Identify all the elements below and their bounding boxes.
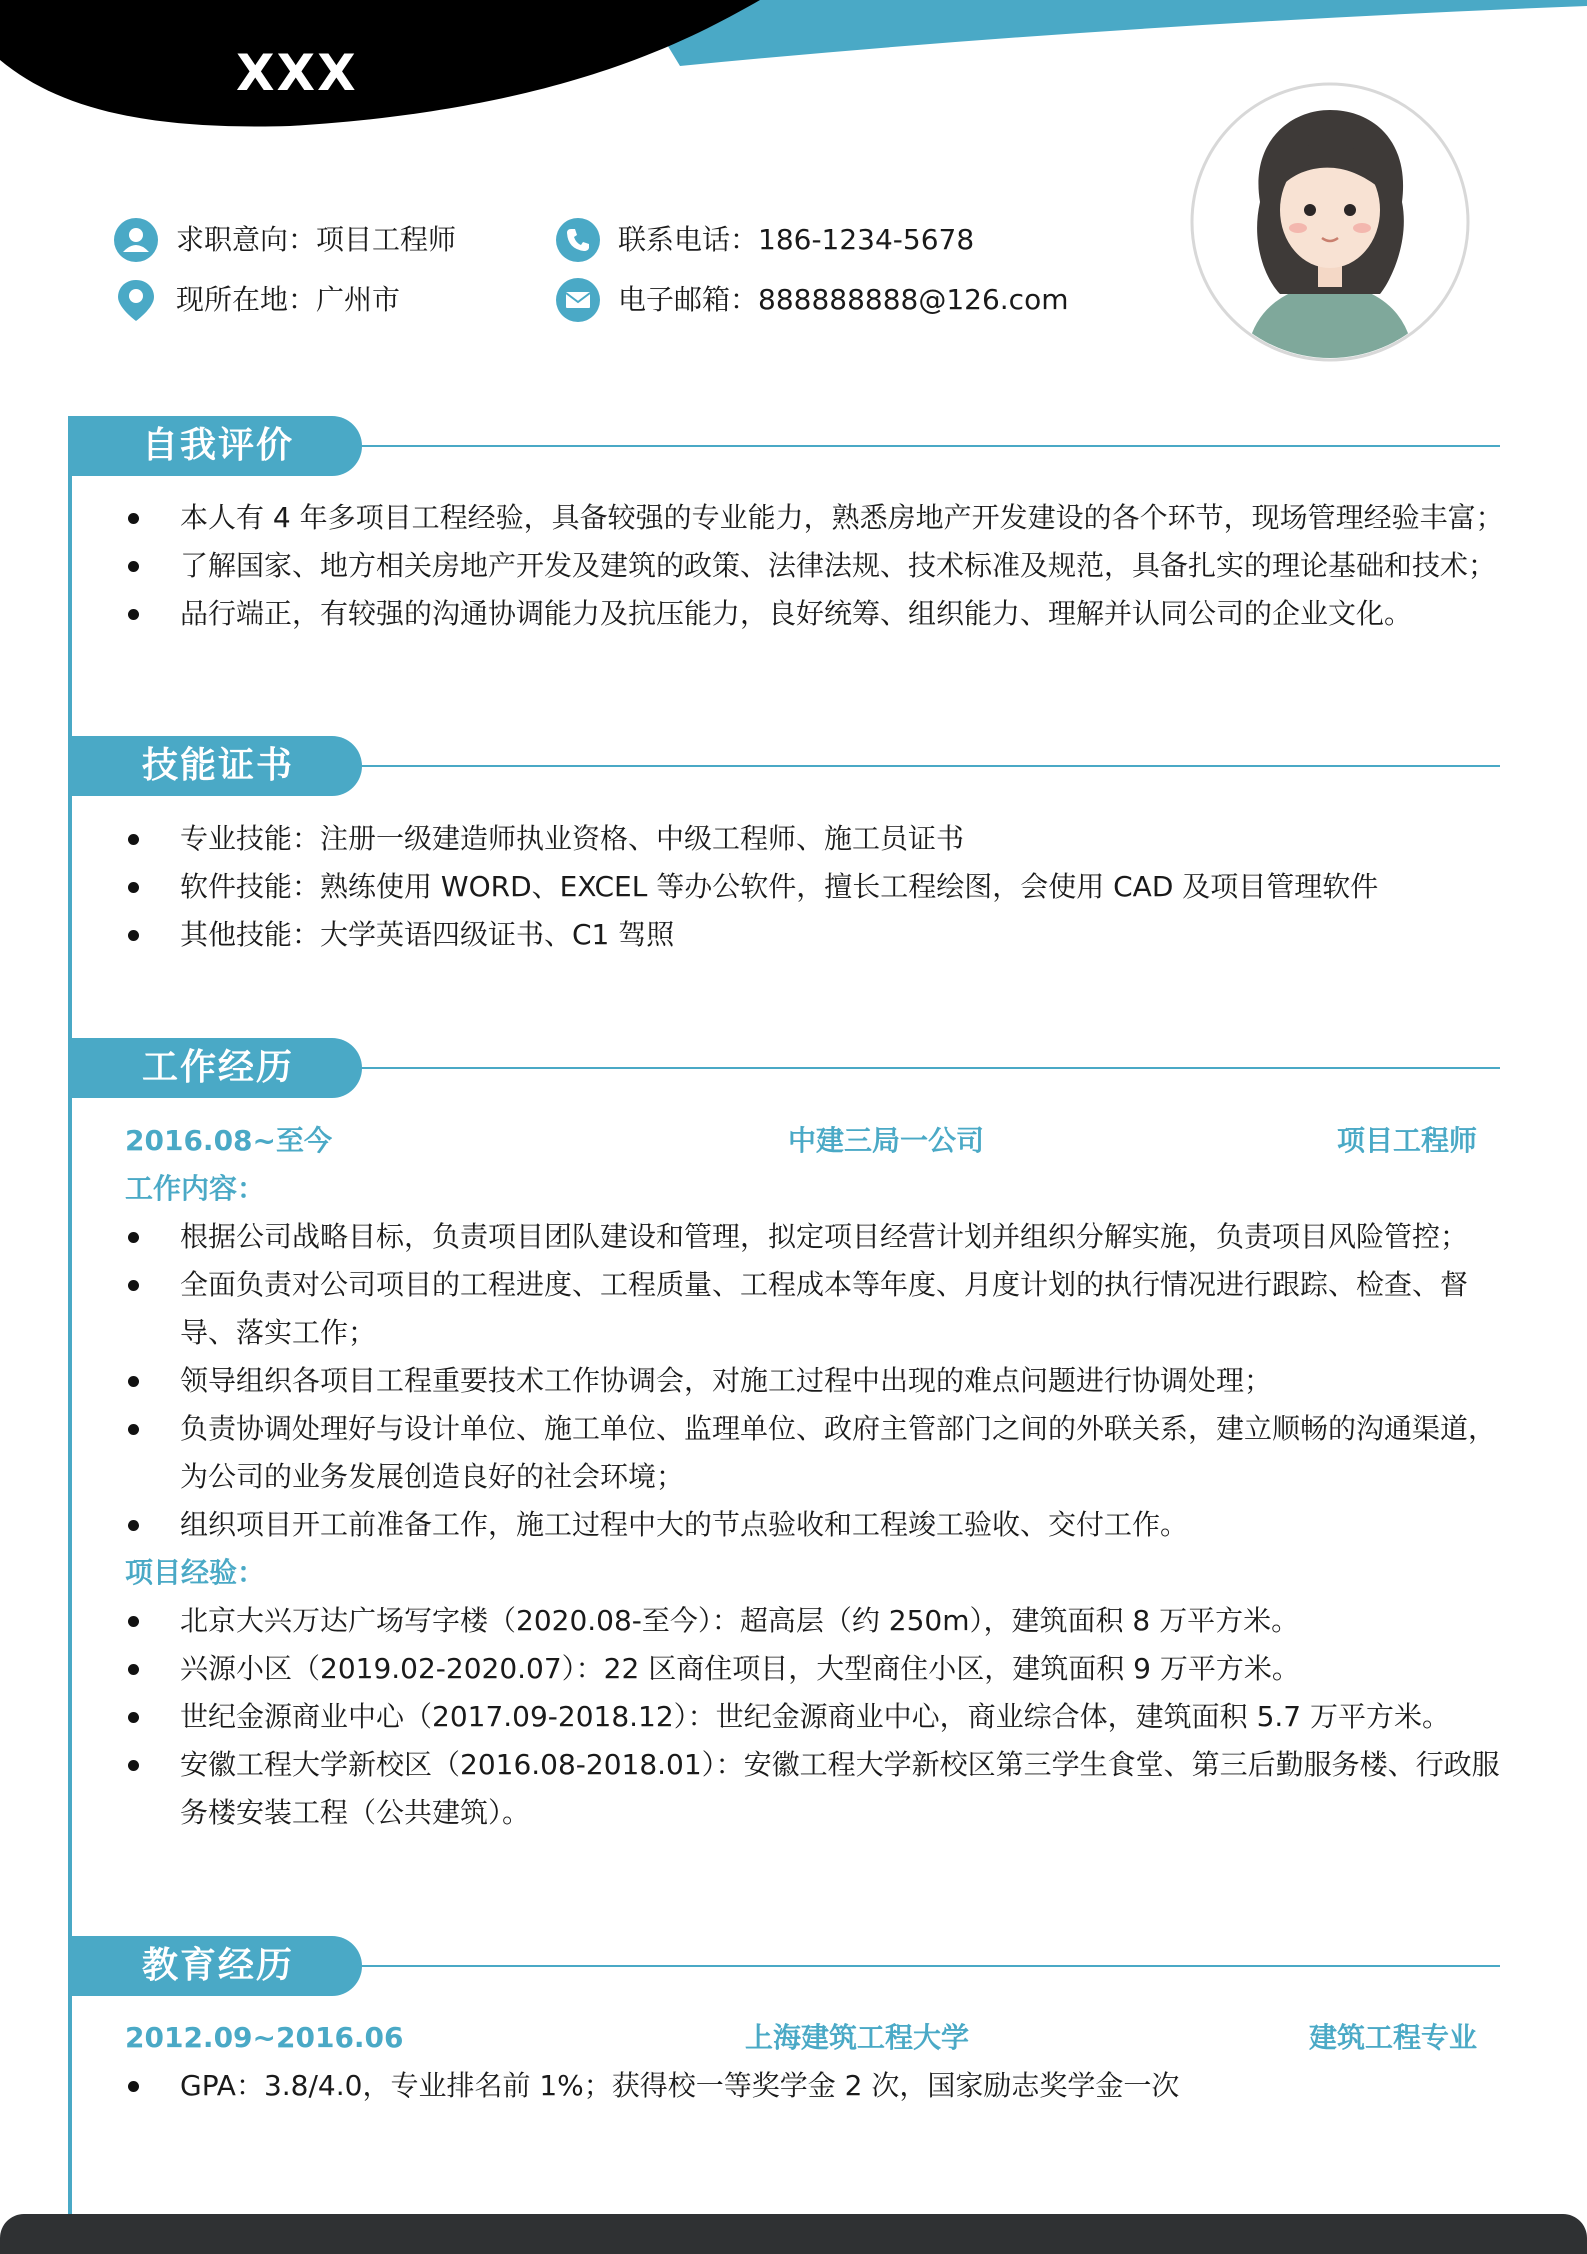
skills-list <box>126 815 1506 959</box>
work-meta <box>125 1117 1477 1165</box>
list-item: 其他技能：大学英语四级证书、C1 驾照 <box>126 911 1506 959</box>
location-pin-icon <box>114 278 158 322</box>
list-item: 领导组织各项目工程重要技术工作协调会，对施工过程中出现的难点问题进行协调处理； <box>126 1357 1506 1405</box>
section-title-self-eval: 自我评价 <box>70 416 362 476</box>
work-content-list <box>126 1213 1506 1549</box>
list-item: 世纪金源商业中心（2017.09-2018.12）：世纪金源商业中心，商业综合体，建筑面积 5.7 万平方米。 <box>126 1693 1506 1741</box>
phone-icon <box>556 218 600 262</box>
education-list <box>126 2062 1506 2110</box>
list-item: 软件技能：熟练使用 WORD、EXCEL 等办公软件，擅长工程绘图，会使用 CAD 及项目管理软件 <box>126 863 1506 911</box>
education-period: 2012.09~2016.06 <box>125 2021 404 2054</box>
section-divider <box>360 445 1500 447</box>
section-divider <box>360 1067 1500 1069</box>
list-item: 负责协调处理好与设计单位、施工单位、监理单位、政府主管部门之间的外联关系，建立顺畅的沟通渠道，为公司的业务发展创造良好的社会环境； <box>126 1405 1506 1501</box>
person-icon <box>114 218 158 262</box>
work-content-label: 工作内容： <box>125 1172 266 1205</box>
candidate-name: XXX <box>236 44 358 102</box>
section-title-skills: 技能证书 <box>70 736 362 796</box>
list-item: 组织项目开工前准备工作，施工过程中大的节点验收和工程竣工验收、交付工作。 <box>126 1501 1506 1549</box>
current-location <box>114 278 400 322</box>
project-label: 项目经验： <box>125 1556 266 1589</box>
self-eval-list <box>126 494 1506 638</box>
mail-icon <box>556 278 600 322</box>
list-item: 了解国家、地方相关房地产开发及建筑的政策、法律法规、技术标准及规范，具备扎实的理论基础和技术； <box>126 542 1506 590</box>
education-meta <box>125 2014 1477 2062</box>
list-item: 本人有 4 年多项目工程经验，具备较强的专业能力，熟悉房地产开发建设的各个环节，现场管理经验丰富； <box>126 494 1506 542</box>
work-company: 中建三局一公司 <box>788 1124 985 1157</box>
project-list <box>126 1597 1506 1837</box>
header-black-blob <box>0 0 760 126</box>
list-item: 品行端正，有较强的沟通协调能力及抗压能力，良好统筹、组织能力、理解并认同公司的企业文化。 <box>126 590 1506 638</box>
section-divider <box>360 765 1500 767</box>
list-item: 兴源小区（2019.02-2020.07）：22 区商住项目，大型商住小区，建筑面积 9 万平方米。 <box>126 1645 1506 1693</box>
work-role: 项目工程师 <box>1336 1124 1477 1157</box>
email <box>556 278 1068 322</box>
bottom-bar <box>0 2214 1587 2254</box>
phone <box>556 218 974 262</box>
location-text: 现所在地：广州市 <box>176 283 401 316</box>
list-item: GPA：3.8/4.0，专业排名前 1%；获得校一等奖学金 2 次，国家励志奖学金一次 <box>126 2062 1506 2110</box>
work-period: 2016.08~至今 <box>125 1124 332 1157</box>
list-item: 专业技能：注册一级建造师执业资格、中级工程师、施工员证书 <box>126 815 1506 863</box>
education-major: 建筑工程专业 <box>1308 2021 1477 2054</box>
section-divider <box>360 1965 1500 1967</box>
job-intention-text: 求职意向：项目工程师 <box>176 223 457 256</box>
education-school: 上海建筑工程大学 <box>745 2021 970 2054</box>
phone-text: 联系电话：186-1234-5678 <box>618 223 975 256</box>
list-item: 安徽工程大学新校区（2016.08-2018.01）：安徽工程大学新校区第三学生食堂、第三后勤服务楼、行政服务楼安装工程（公共建筑）。 <box>126 1741 1506 1837</box>
section-title-education: 教育经历 <box>70 1936 362 1996</box>
header-blue-wave <box>640 0 1587 66</box>
email-text: 电子邮箱：888888888@126.com <box>618 283 1069 316</box>
job-intention <box>114 218 456 262</box>
avatar <box>1190 82 1470 362</box>
section-title-work: 工作经历 <box>70 1038 362 1098</box>
list-item: 根据公司战略目标，负责项目团队建设和管理，拟定项目经营计划并组织分解实施，负责项目风险管控； <box>126 1213 1506 1261</box>
list-item: 北京大兴万达广场写字楼（2020.08-至今）：超高层（约 250m），建筑面积 8 万平方米。 <box>126 1597 1506 1645</box>
list-item: 全面负责对公司项目的工程进度、工程质量、工程成本等年度、月度计划的执行情况进行跟踪、检查、督导、落实工作； <box>126 1261 1506 1357</box>
